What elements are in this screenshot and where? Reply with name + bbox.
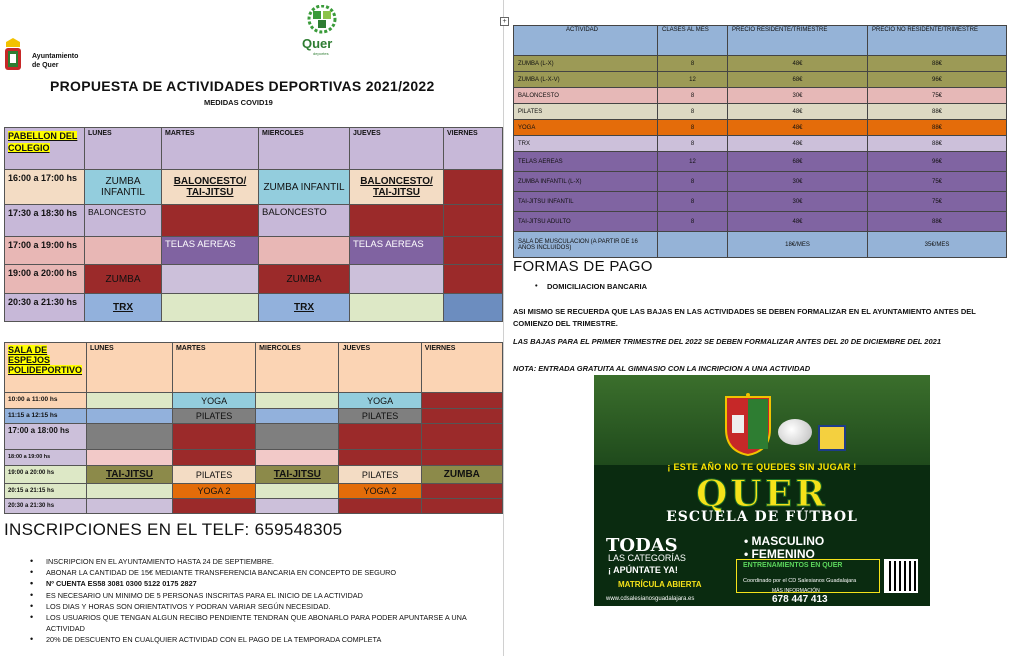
activity-cell [444, 237, 503, 265]
activity-cell [339, 424, 421, 450]
logo-sub: deportes [313, 51, 329, 56]
non-resident-price: 96€ [868, 72, 1007, 88]
activity-cell [350, 294, 444, 322]
activity-cell: YOGA [339, 393, 421, 409]
table-row [514, 232, 1007, 258]
classes-value: 12 [658, 72, 728, 88]
time-cell: 20:30 a 21:30 hs [5, 499, 87, 514]
activity-cell: PILATES [172, 466, 255, 484]
activity-cell [86, 484, 172, 499]
note-bajas-trimestre: LAS BAJAS PARA EL PRIMER TRIMESTRE DEL 2022 SE DEBEN FORMALIZAR ANTES DEL 20 DE DICIEMBRE DEL 2021 [513, 337, 941, 346]
activity-name: TAI-JITSU INFANTIL [514, 192, 658, 212]
time-cell: 17:00 a 18:00 hs [5, 424, 87, 450]
activity-cell: TRX [85, 294, 162, 322]
inscripciones-title: INSCRIPCIONES EN EL TELF: 659548305 [4, 520, 343, 539]
table-row [514, 56, 1007, 72]
place-label: PABELLON DEL COLEGIO [5, 128, 85, 170]
poster-male: • MASCULINO [744, 534, 824, 548]
table-row [5, 170, 503, 205]
activity-cell [162, 205, 259, 237]
poster-todas: TODAS [606, 535, 678, 556]
activity-cell: TAI-JITSU [86, 466, 172, 484]
activity-cell: TELAS AEREAS [350, 237, 444, 265]
classes-value: 8 [658, 104, 728, 120]
non-resident-price: 88€ [868, 56, 1007, 72]
activity-cell [421, 450, 502, 466]
table-row [514, 26, 1007, 56]
day-header: MARTES [162, 128, 259, 170]
football-school-poster [594, 375, 930, 606]
table-row [5, 424, 503, 450]
salesianos-logo-icon [818, 425, 846, 451]
logo-word: Quer [302, 36, 333, 51]
table-row [5, 409, 503, 424]
list-item: • ABONAR LA CANTIDAD DE 15€ MEDIANTE TRANSFERENCIA BANCARIA EN CONCEPTO DE SEGURO [30, 567, 500, 578]
poster-banner: ¡ ESTE AÑO NO TE QUEDES SIN JUGAR ! [667, 462, 857, 472]
activity-cell [350, 205, 444, 237]
activity-cell: TAI-JITSU [256, 466, 339, 484]
day-header: VIERNES [444, 128, 503, 170]
classes-value: 8 [658, 192, 728, 212]
poster-female: • FEMENINO [744, 547, 815, 561]
town-crest-icon [3, 38, 23, 74]
activity-cell: ZUMBA INFANTIL [85, 170, 162, 205]
activity-name: PILATES [514, 104, 658, 120]
day-header: VIERNES [421, 343, 502, 393]
list-item: • 20% DE DESCUENTO EN CUALQUIER ACTIVIDAD CON EL PAGO DE LA TEMPORADA COMPLETA [30, 634, 500, 645]
time-cell: 19:00 a 20:00 hs [5, 265, 85, 294]
table-row [514, 88, 1007, 104]
activity-cell [444, 265, 503, 294]
activity-cell [256, 409, 339, 424]
time-cell: 18:00 a 19:00 hs [5, 450, 87, 466]
list-item: • INSCRIPCION EN EL AYUNTAMIENTO HASTA 24 DE SEPTIEMBRE. [30, 556, 500, 567]
resident-price: 48€ [728, 136, 868, 152]
activity-cell [85, 237, 162, 265]
table-row [5, 343, 503, 393]
table-row [5, 393, 503, 409]
resident-price: 30€ [728, 88, 868, 104]
day-header: MARTES [172, 343, 255, 393]
activity-cell: BALONCESTO [259, 205, 350, 237]
activity-cell: TELAS AEREAS [162, 237, 259, 265]
activity-cell [444, 170, 503, 205]
time-cell: 20:30 a 21:30 hs [5, 294, 85, 322]
list-item: • LOS DIAS Y HORAS SON ORIENTATIVOS Y PODRAN VARIAR SEGÚN NECESIDAD. [30, 601, 500, 612]
non-resident-price: 88€ [868, 136, 1007, 152]
list-item: • LOS USUARIOS QUE TENGAN ALGUN RECIBO PENDIENTE TENDRAN QUE ABONARLO PARA PODER APUNTARSE A UNA ACTIVIDAD [30, 612, 500, 634]
time-cell: 11:15 a 12:15 hs [5, 409, 87, 424]
non-resident-price: 75€ [868, 88, 1007, 104]
resident-price: 48€ [728, 120, 868, 136]
non-resident-price: 88€ [868, 104, 1007, 120]
quer-logo-icon [296, 5, 348, 37]
place-label: SALA DE ESPEJOS POLIDEPORTIVO [5, 343, 87, 393]
time-cell: 17:30 a 18:30 hs [5, 205, 85, 237]
table-row [514, 152, 1007, 172]
activity-cell [256, 450, 339, 466]
move-handle-icon[interactable]: + [500, 17, 509, 26]
poster-training-sub: Coordinado por el CD Salesianos Guadalajara [743, 578, 857, 584]
activity-cell: ZUMBA [259, 265, 350, 294]
activity-cell [86, 409, 172, 424]
activity-cell: ZUMBA INFANTIL [259, 170, 350, 205]
resident-price: 30€ [728, 192, 868, 212]
activity-name: ZUMBA (L-X) [514, 56, 658, 72]
activity-cell [86, 450, 172, 466]
classes-value: 8 [658, 212, 728, 232]
table-row [514, 104, 1007, 120]
page-subtitle: MEDIDAS COVID19 [204, 98, 273, 107]
activity-cell: PILATES [339, 409, 421, 424]
day-header: MIERCOLES [259, 128, 350, 170]
resident-price: 68€ [728, 152, 868, 172]
activity-cell [172, 499, 255, 514]
table-row [514, 212, 1007, 232]
activity-cell [259, 237, 350, 265]
day-header: JUEVES [350, 128, 444, 170]
classes-value: 8 [658, 120, 728, 136]
activity-name: SALA DE MUSCULACION (A PARTIR DE 16 AÑOS INCLUIDOS) [514, 232, 658, 258]
payment-method: • DOMICILIACION BANCARIA [547, 282, 647, 291]
activity-cell [162, 265, 259, 294]
activity-name: TELAS AEREAS [514, 152, 658, 172]
activity-cell: PILATES [339, 466, 421, 484]
table-row [5, 484, 503, 499]
note-gimnasio: NOTA: ENTRADA GRATUITA AL GIMNASIO CON LA INCRIPCION A UNA ACTIVIDAD [513, 364, 811, 373]
left-page [0, 0, 503, 656]
table-row [514, 172, 1007, 192]
activity-name: TAI-JITSU ADULTO [514, 212, 658, 232]
activity-cell [162, 294, 259, 322]
non-resident-price: 88€ [868, 120, 1007, 136]
classes-value: 8 [658, 56, 728, 72]
table-row [514, 120, 1007, 136]
activity-cell [421, 484, 502, 499]
activity-cell: YOGA 2 [339, 484, 421, 499]
activity-cell [256, 424, 339, 450]
list-item: • Nº CUENTA ES58 3081 0300 5122 0175 2827 [30, 578, 500, 589]
activity-cell [256, 393, 339, 409]
activity-cell [86, 393, 172, 409]
activity-cell: BALONCESTO/ TAI-JITSU [162, 170, 259, 205]
poster-phone: 678 447 413 [772, 594, 828, 605]
time-cell: 16:00 a 17:00 hs [5, 170, 85, 205]
activity-cell [172, 424, 255, 450]
table-row [514, 136, 1007, 152]
classes-value [658, 232, 728, 258]
activity-cell [339, 499, 421, 514]
activity-cell [444, 205, 503, 237]
table-row [5, 265, 503, 294]
activity-name: ZUMBA (L-X-V) [514, 72, 658, 88]
qr-code-icon [884, 559, 918, 593]
list-item: • ES NECESARIO UN MINIMO DE 5 PERSONAS INSCRITAS PARA EL INICIO DE LA ACTIVIDAD [30, 590, 500, 601]
poster-genders [744, 535, 824, 561]
payment-title: FORMAS DE PAGO [513, 258, 653, 275]
activity-cell: PILATES [172, 409, 255, 424]
poster-info: MÁS INFORMACIÓN [772, 588, 820, 594]
pabellon-schedule-table [4, 127, 503, 322]
activity-name: YOGA [514, 120, 658, 136]
activity-name: BALONCESTO [514, 88, 658, 104]
activity-cell [256, 484, 339, 499]
time-cell: 19:00 a 20:00 hs [5, 466, 87, 484]
page-title: PROPUESTA DE ACTIVIDADES DEPORTIVAS 2021/2022 [50, 78, 435, 94]
table-row [5, 294, 503, 322]
activity-cell: BALONCESTO [85, 205, 162, 237]
table-row [5, 205, 503, 237]
activity-cell: YOGA [172, 393, 255, 409]
non-resident-price: 96€ [868, 152, 1007, 172]
resident-price: 68€ [728, 72, 868, 88]
classes-value: 8 [658, 88, 728, 104]
activity-cell [256, 499, 339, 514]
time-cell: 20:15 a 21:15 hs [5, 484, 87, 499]
quer-logo [296, 5, 348, 59]
non-resident-price: 75€ [868, 192, 1007, 212]
table-row [5, 499, 503, 514]
quer-shield-icon [722, 393, 774, 457]
poster-categories: LAS CATEGORÍAS [608, 553, 686, 563]
non-resident-price: 88€ [868, 212, 1007, 232]
activity-name: ZUMBA INFANTIL (L-X) [514, 172, 658, 192]
column-header: PRECIO RESIDENTE/TRIMESTRE [728, 26, 868, 56]
day-header: LUNES [86, 343, 172, 393]
resident-price: 48€ [728, 212, 868, 232]
activity-cell [444, 294, 503, 322]
table-row [5, 450, 503, 466]
activity-cell [421, 424, 502, 450]
poster-school: ESCUELA DE FÚTBOL [666, 509, 858, 525]
poster-matricula: MATRÍCULA ABIERTA [618, 580, 702, 589]
non-resident-price: 75€ [868, 172, 1007, 192]
activity-name: TRX [514, 136, 658, 152]
poster-apuntate: ¡ APÚNTATE YA! [608, 565, 678, 575]
classes-value: 12 [658, 152, 728, 172]
day-header: MIERCOLES [256, 343, 339, 393]
non-resident-price: 35€/MES [868, 232, 1007, 258]
day-header: JUEVES [339, 343, 421, 393]
price-table [513, 25, 1007, 258]
activity-cell: TRX [259, 294, 350, 322]
activity-cell [350, 265, 444, 294]
activity-cell [86, 424, 172, 450]
activity-cell [421, 409, 502, 424]
activity-cell: ZUMBA [421, 466, 502, 484]
column-header: CLASES AL MES [658, 26, 728, 56]
time-cell: 10:00 a 11:00 hs [5, 393, 87, 409]
resident-price: 30€ [728, 172, 868, 192]
resident-price: 48€ [728, 104, 868, 120]
football-icon [778, 419, 812, 445]
poster-web: www.cdsalesianosguadalajara.es [606, 596, 695, 602]
table-row [5, 128, 503, 170]
table-row [5, 466, 503, 484]
activity-cell [172, 450, 255, 466]
day-header: LUNES [85, 128, 162, 170]
poster-quer: QUER [695, 473, 829, 515]
poster-training-title: ENTRENAMIENTOS EN QUER [743, 562, 843, 569]
activity-cell: YOGA 2 [172, 484, 255, 499]
table-row [514, 72, 1007, 88]
page-divider [503, 0, 504, 656]
classes-value: 8 [658, 172, 728, 192]
activity-cell [421, 393, 502, 409]
inscripciones-list [30, 556, 500, 646]
note-bajas: ASI MISMO SE RECUERDA QUE LAS BAJAS EN LAS ACTIVIDADES SE DEBEN FORMALIZAR EN EL AYUNTAMIENTO ANTES DEL COMIENZO DEL TRIMESTRE. [513, 307, 976, 328]
time-cell: 17:00 a 19:00 hs [5, 237, 85, 265]
activity-cell: ZUMBA [85, 265, 162, 294]
classes-value: 8 [658, 136, 728, 152]
activity-cell [86, 499, 172, 514]
table-row [5, 237, 503, 265]
column-header: PRECIO NO RESIDENTE/TRIMESTRE [868, 26, 1007, 56]
resident-price: 48€ [728, 56, 868, 72]
resident-price: 18€/MES [728, 232, 868, 258]
town-name: Ayuntamiento de Quer [32, 53, 79, 69]
activity-cell [421, 499, 502, 514]
column-header: ACTIVIDAD [514, 26, 658, 56]
table-row [514, 192, 1007, 212]
activity-cell [339, 450, 421, 466]
sala-espejos-schedule-table [4, 342, 503, 514]
activity-cell: BALONCESTO/ TAI-JITSU [350, 170, 444, 205]
right-page [507, 0, 1010, 656]
